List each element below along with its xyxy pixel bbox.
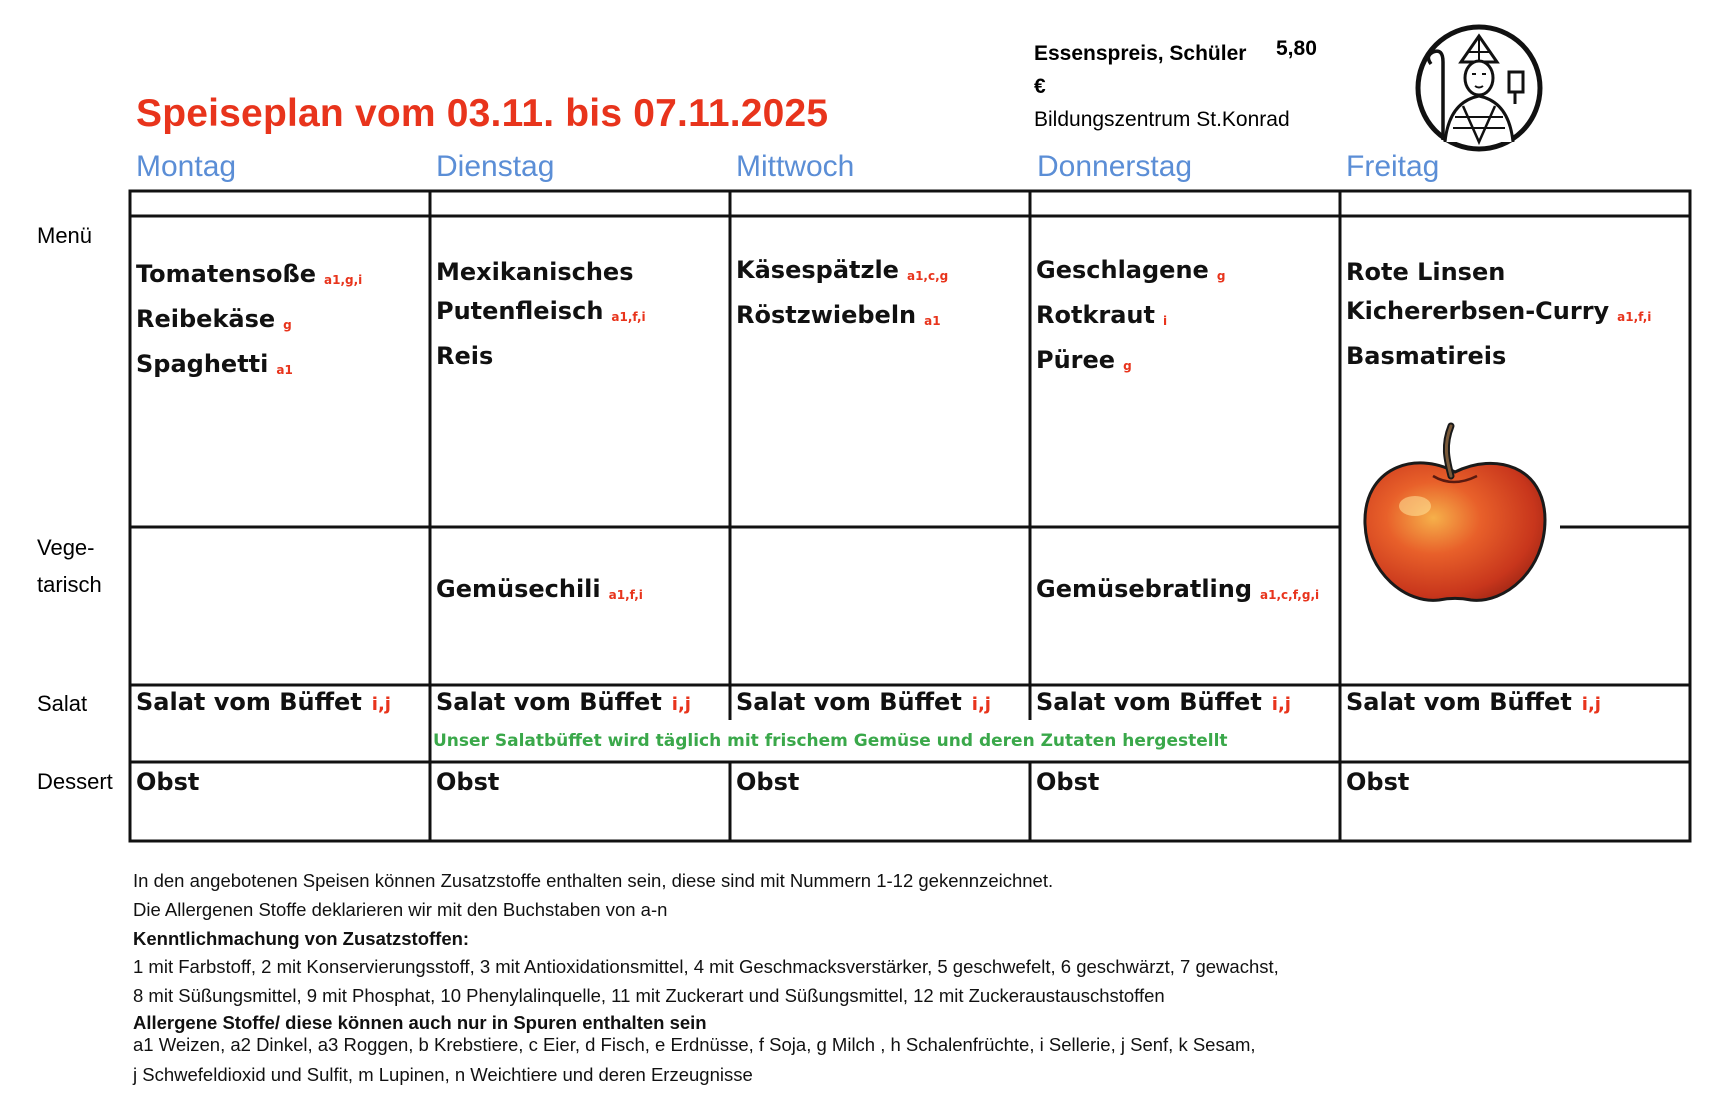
allergen-code: i,j	[1271, 694, 1291, 715]
row-label-salad: Salat	[37, 691, 88, 716]
school-name: Bildungszentrum St.Konrad	[1034, 108, 1290, 131]
salad-note: Unser Salatbüffet wird täglich mit frischem Gemüse und deren Zutaten hergestellt	[433, 731, 1228, 751]
allergen-code: a1,c,g	[906, 269, 949, 283]
price-label: Essenspreis, Schüler	[1034, 42, 1247, 65]
dish: Basmatireis	[1346, 342, 1507, 370]
footer-line-3: 1 mit Farbstoff, 2 mit Konservierungsstoff, 3 mit Antioxidationsmittel, 4 mit Geschmacksverstärker, 5 geschwefelt, 6 geschwärzt, 7 gewachst,	[133, 956, 1279, 977]
dish: Spaghetti a1	[136, 350, 293, 378]
dish: Tomatensoße a1,g,i	[136, 260, 363, 288]
salad-cell-montag: Salat vom Büffet i,j	[136, 688, 391, 716]
day-header-donnerstag: Donnerstag	[1037, 150, 1193, 183]
dish: Rote Linsen	[1346, 258, 1506, 286]
footer-heading-allergens: Allergene Stoffe/ diese können auch nur in Spuren enthalten sein	[133, 1012, 707, 1033]
allergen-code: a1,f,i	[611, 310, 646, 324]
dish: Püree g	[1036, 346, 1132, 374]
allergen-code: g	[1123, 359, 1132, 373]
allergen-code: g	[283, 318, 292, 332]
dish: Reibekäse g	[136, 305, 292, 333]
price-value: 5,80	[1276, 37, 1317, 60]
row-label-dessert: Dessert	[37, 769, 113, 794]
dish: Rotkraut i	[1036, 301, 1168, 329]
allergen-code: i,j	[371, 694, 391, 715]
row-label-vegetarian-2: tarisch	[37, 572, 102, 597]
day-header-mittwoch: Mittwoch	[736, 150, 855, 183]
vegetarian-cell-dienstag: Gemüsechili a1,f,i	[436, 575, 643, 603]
footer-line-1: In den angebotenen Speisen können Zusatzstoffe enthalten sein, diese sind mit Nummern 1-12 gekennzeichnet.	[133, 870, 1054, 891]
currency-label: €	[1034, 75, 1046, 98]
menu-cell-montag	[136, 255, 362, 390]
dish: Röstzwiebeln a1	[736, 301, 941, 329]
salad-cell-freitag: Salat vom Büffet i,j	[1346, 688, 1601, 716]
allergen-code: a1,g,i	[324, 273, 363, 287]
footer-heading-additives: Kenntlichmachung von Zusatzstoffen:	[133, 928, 470, 949]
salad-cell-dienstag: Salat vom Büffet i,j	[436, 688, 691, 716]
dish: Käsespätzle a1,c,g	[736, 256, 949, 284]
menu-cell-donnerstag	[1036, 251, 1225, 386]
allergen-code: a1	[924, 314, 941, 328]
apple-icon	[1355, 420, 1555, 610]
page-title: Speiseplan vom 03.11. bis 07.11.2025	[136, 92, 829, 135]
day-header-montag: Montag	[136, 150, 237, 183]
menu-cell-dienstag	[436, 253, 646, 376]
salad-cell-mittwoch: Salat vom Büffet i,j	[736, 688, 991, 716]
allergen-code: i,j	[1581, 694, 1601, 715]
dish: Kichererbsen-Curry a1,f,i	[1346, 297, 1652, 325]
dessert-cell-montag: Obst	[136, 768, 200, 796]
dish: Putenfleisch a1,f,i	[436, 297, 646, 325]
dish: Geschlagene g	[1036, 256, 1226, 284]
dish: Reis	[436, 342, 494, 370]
dessert-cell-freitag: Obst	[1346, 768, 1410, 796]
allergen-code: i,j	[971, 694, 991, 715]
dessert-cell-mittwoch: Obst	[736, 768, 800, 796]
dish: Mexikanisches	[436, 258, 634, 286]
day-header-dienstag: Dienstag	[436, 150, 555, 183]
allergen-code: i,j	[671, 694, 691, 715]
allergen-code: a1,f,i	[608, 588, 643, 602]
menu-cell-freitag	[1346, 253, 1651, 376]
menu-cell-mittwoch	[736, 251, 948, 341]
vegetarian-cell-donnerstag: Gemüsebratling a1,c,f,g,i	[1036, 575, 1320, 603]
day-header-freitag: Freitag	[1346, 150, 1440, 183]
footer-line-6: j Schwefeldioxid und Sulfit, m Lupinen, n Weichtiere und deren Erzeugnisse	[133, 1064, 753, 1085]
footer-line-5: a1 Weizen, a2 Dinkel, a3 Roggen, b Krebstiere, c Eier, d Fisch, e Erdnüsse, f Soja, g Milch , h Schalenfrüchte, i Sellerie, j Senf, k Sesam,	[133, 1034, 1256, 1055]
allergen-code: g	[1216, 269, 1226, 283]
footer-line-4: 8 mit Süßungsmittel, 9 mit Phosphat, 10 Phenylalinquelle, 11 mit Zuckerart und Süßungsmittel, 12 mit Zuckeraustauschstoffen	[133, 985, 1165, 1006]
footer-line-2: Die Allergenen Stoffe deklarieren wir mit den Buchstaben von a-n	[133, 899, 668, 920]
dessert-cell-donnerstag: Obst	[1036, 768, 1100, 796]
row-label-menu: Menü	[37, 223, 93, 248]
row-label-vegetarian-1: Vege-	[37, 535, 95, 560]
salad-cell-donnerstag: Salat vom Büffet i,j	[1036, 688, 1291, 716]
dessert-cell-dienstag: Obst	[436, 768, 500, 796]
allergen-code: i	[1163, 314, 1168, 328]
allergen-code: a1	[276, 363, 293, 377]
allergen-code: a1,f,i	[1617, 310, 1652, 324]
allergen-code: a1,c,f,g,i	[1260, 588, 1320, 602]
